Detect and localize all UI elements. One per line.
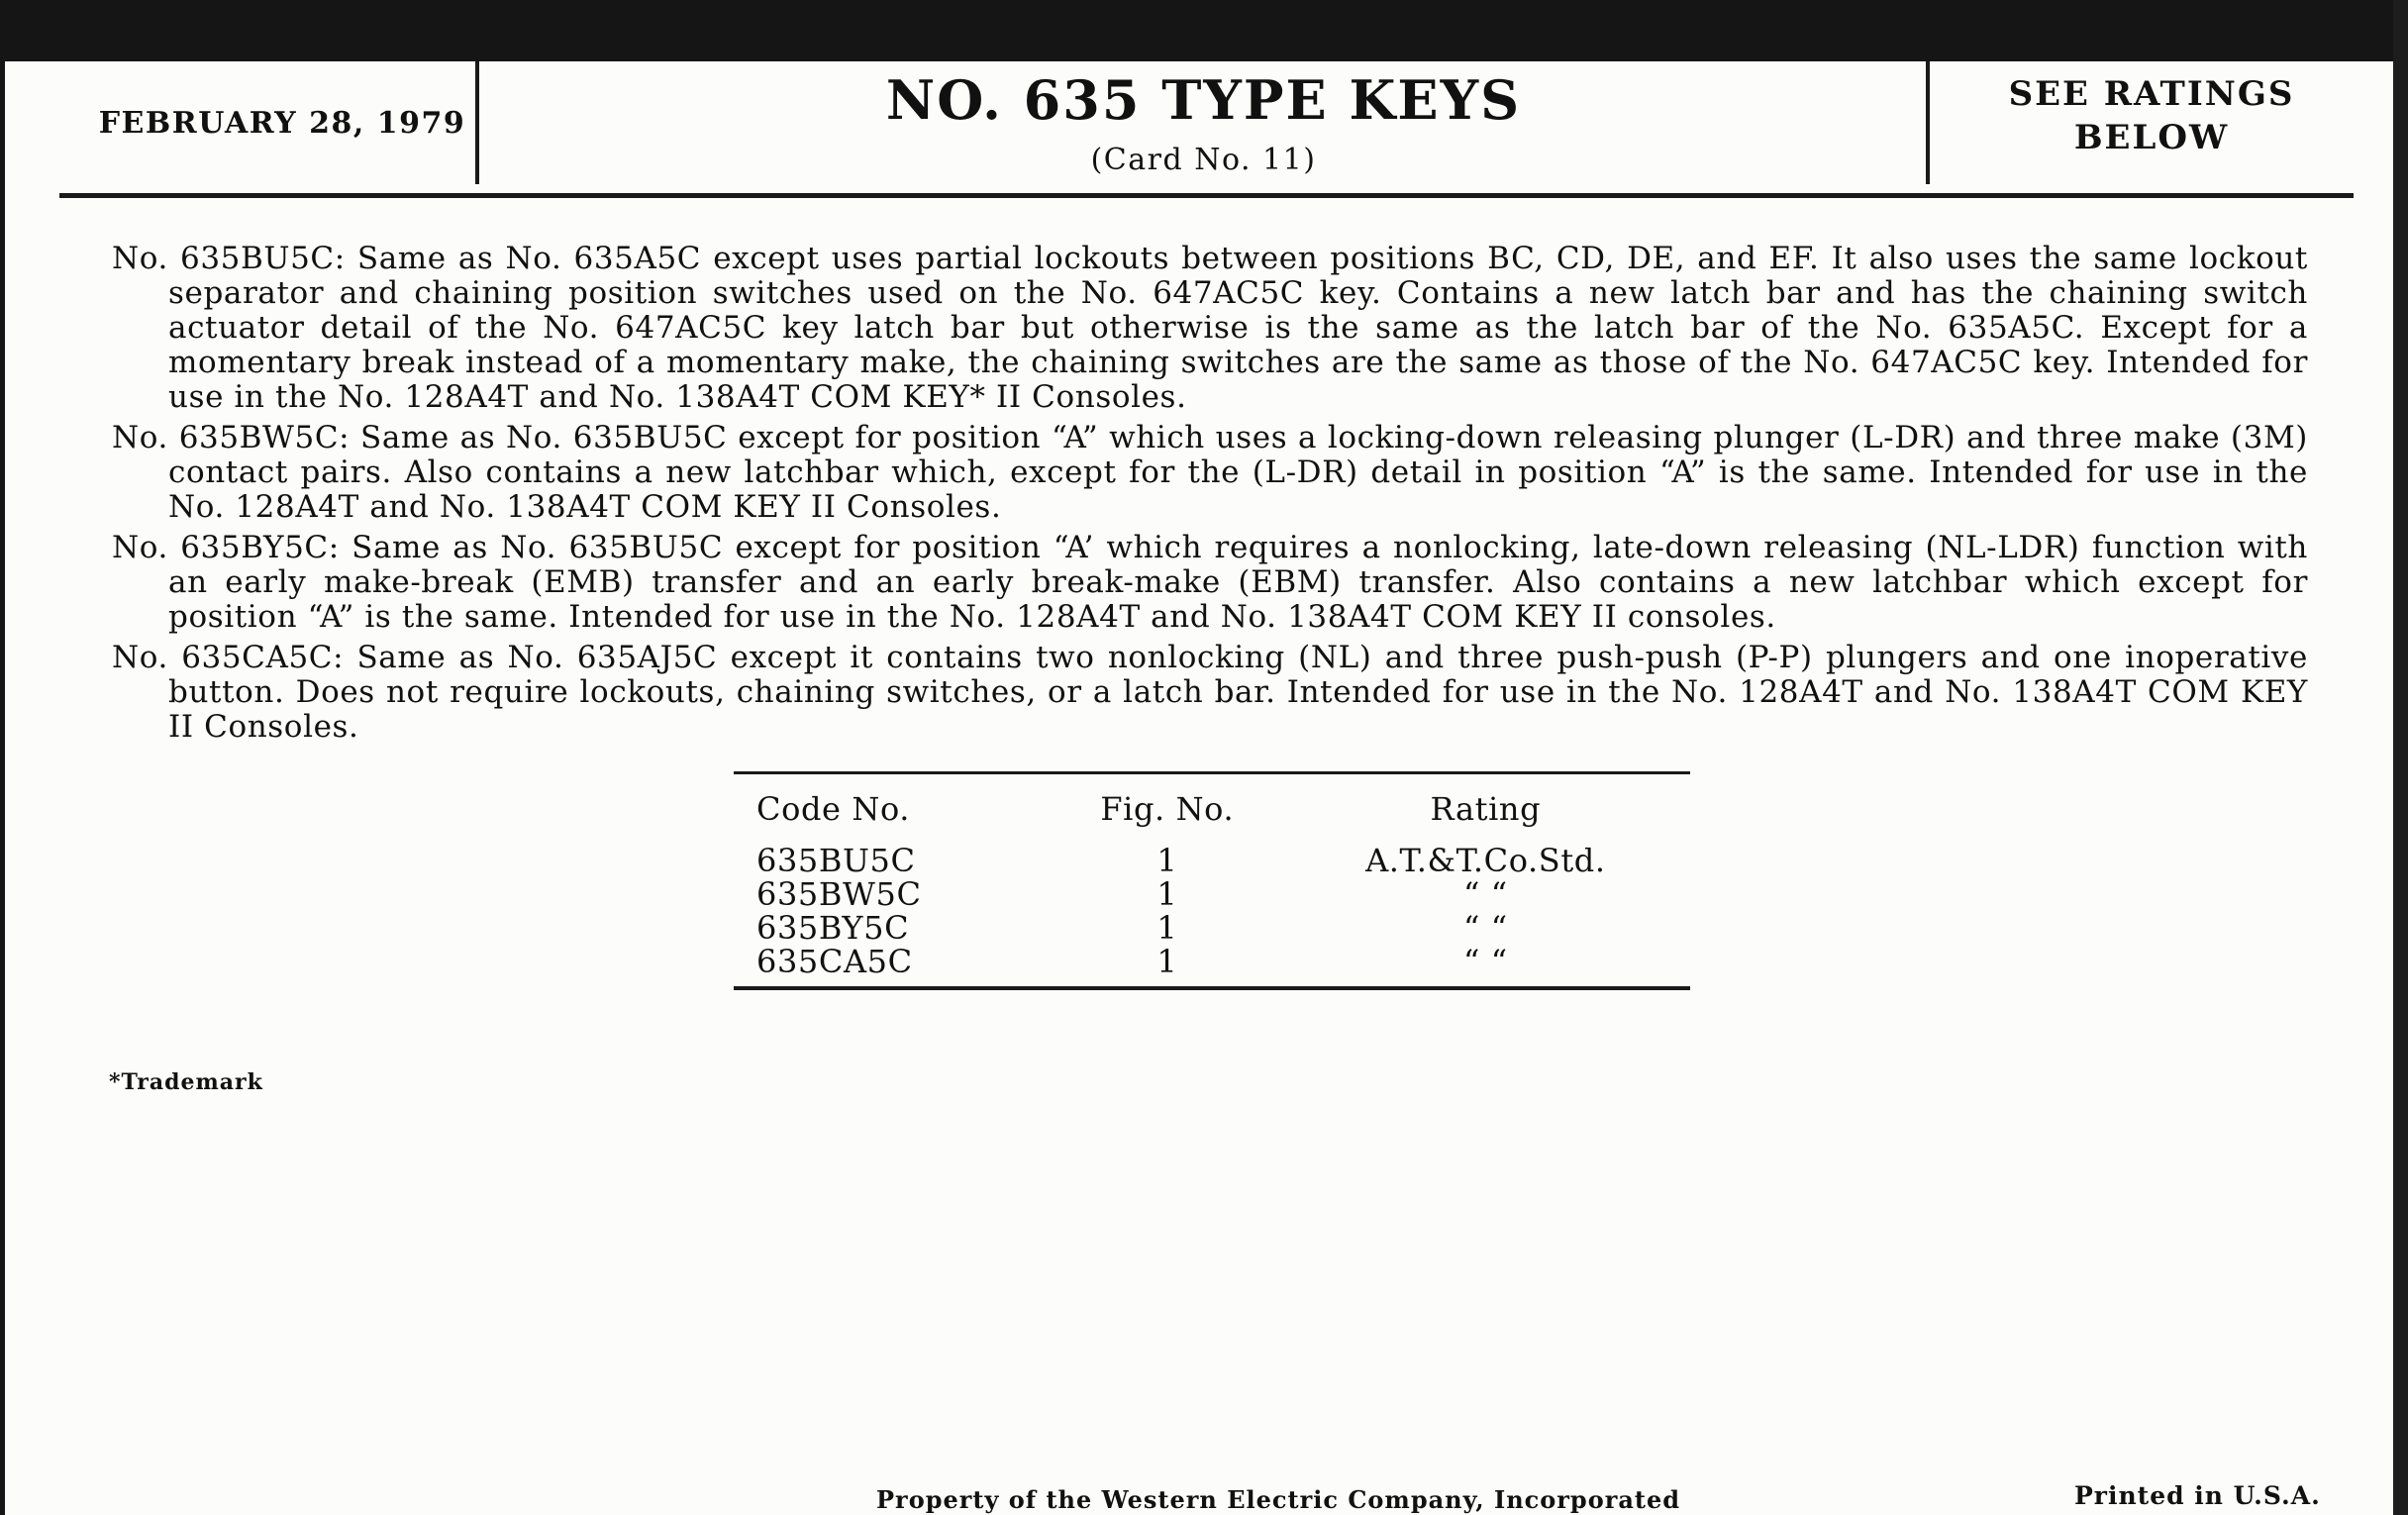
rating-cell: “ “ xyxy=(1463,943,1508,980)
code-cell: 635BU5C xyxy=(756,842,916,879)
paragraph-635by5c: No. 635BY5C: Same as No. 635BU5C except for position “A’ which requires a nonlocking, late-down releasing (NL-LDR) function with an early make-break (EMB) transfer and an early break-make (EBM) transfer. Also contains a new latchbar which except for position “A” is the same. Intended for use in the No. 128A4T and No. 138A4T COM KEY II consoles. xyxy=(112,530,2308,635)
printed-in-notice: Printed in U.S.A. xyxy=(2074,1481,2321,1510)
rating-cell: “ “ xyxy=(1463,909,1508,947)
table-header-row xyxy=(734,774,1690,844)
catalog-card xyxy=(5,61,2393,1515)
ratings-table xyxy=(734,771,1690,990)
header-divider-right xyxy=(1926,61,1930,184)
fig-cell: 1 xyxy=(1156,909,1178,947)
fig-cell: 1 xyxy=(1156,875,1178,913)
rating-cell: “ “ xyxy=(1463,875,1508,913)
col-header-fig: Fig. No. xyxy=(1100,790,1235,828)
table-bottom-rule xyxy=(734,986,1690,990)
ratings-note-line2: BELOW xyxy=(2073,117,2230,157)
table-row xyxy=(734,877,1690,911)
code-cell: 635CA5C xyxy=(756,943,913,980)
header-rule xyxy=(59,193,2354,198)
paragraph-635bu5c: No. 635BU5C: Same as No. 635A5C except uses partial lockouts between positions BC, CD, DE, and EF. It also uses the same lockout separator and chaining position switches used on the No. 647AC5C key. Contains a new latch bar and has the chaining switch actuator detail of the No. 647AC5C key latch bar but otherwise is the same as the latch bar of the No. 635A5C. Except for a momentary break instead of a momentary make, the chaining switches are the same as those of the No. 647AC5C key. Intended for use in the No. 128A4T and No. 138A4T COM KEY* II Consoles. xyxy=(112,241,2308,415)
fig-cell: 1 xyxy=(1156,842,1178,879)
table-row xyxy=(734,945,1690,978)
table-row xyxy=(734,911,1690,945)
ratings-note-line1: SEE RATINGS xyxy=(2008,74,2295,114)
property-notice: Property of the Western Electric Company, Incorporated xyxy=(876,1485,1681,1514)
col-header-code: Code No. xyxy=(756,790,911,828)
header-title-block xyxy=(478,69,1929,177)
code-cell: 635BW5C xyxy=(756,875,922,913)
code-cell: 635BY5C xyxy=(756,909,910,947)
table-row xyxy=(734,844,1690,877)
description-body xyxy=(112,242,2308,751)
ratings-note xyxy=(1934,73,2369,159)
paragraph-635ca5c: No. 635CA5C: Same as No. 635AJ5C except it contains two nonlocking (NL) and three push-push (P-P) plungers and one inoperative button. Does not require lockouts, chaining switches, or a latch bar. Intended for use in the No. 128A4T and No. 138A4T COM KEY II Consoles. xyxy=(112,640,2308,745)
paragraph-635bw5c: No. 635BW5C: Same as No. 635BU5C except for position “A” which uses a locking-down releasing plunger (L-DR) and three make (3M) contact pairs. Also contains a new latchbar which, except for the (L-DR) detail in position “A” is the same. Intended for use in the No. 128A4T and No. 138A4T COM KEY II Consoles. xyxy=(112,420,2308,525)
fig-cell: 1 xyxy=(1156,943,1178,980)
card-number: (Card No. 11) xyxy=(1090,143,1317,178)
rating-cell: A.T.&T.Co.Std. xyxy=(1365,842,1606,879)
card-date: FEBRUARY 28, 1979 xyxy=(98,106,466,141)
card-title: NO. 635 TYPE KEYS xyxy=(885,68,1522,132)
trademark-note: *Trademark xyxy=(109,1069,263,1095)
col-header-rating: Rating xyxy=(1430,790,1542,828)
scan-edge xyxy=(2393,0,2408,1515)
